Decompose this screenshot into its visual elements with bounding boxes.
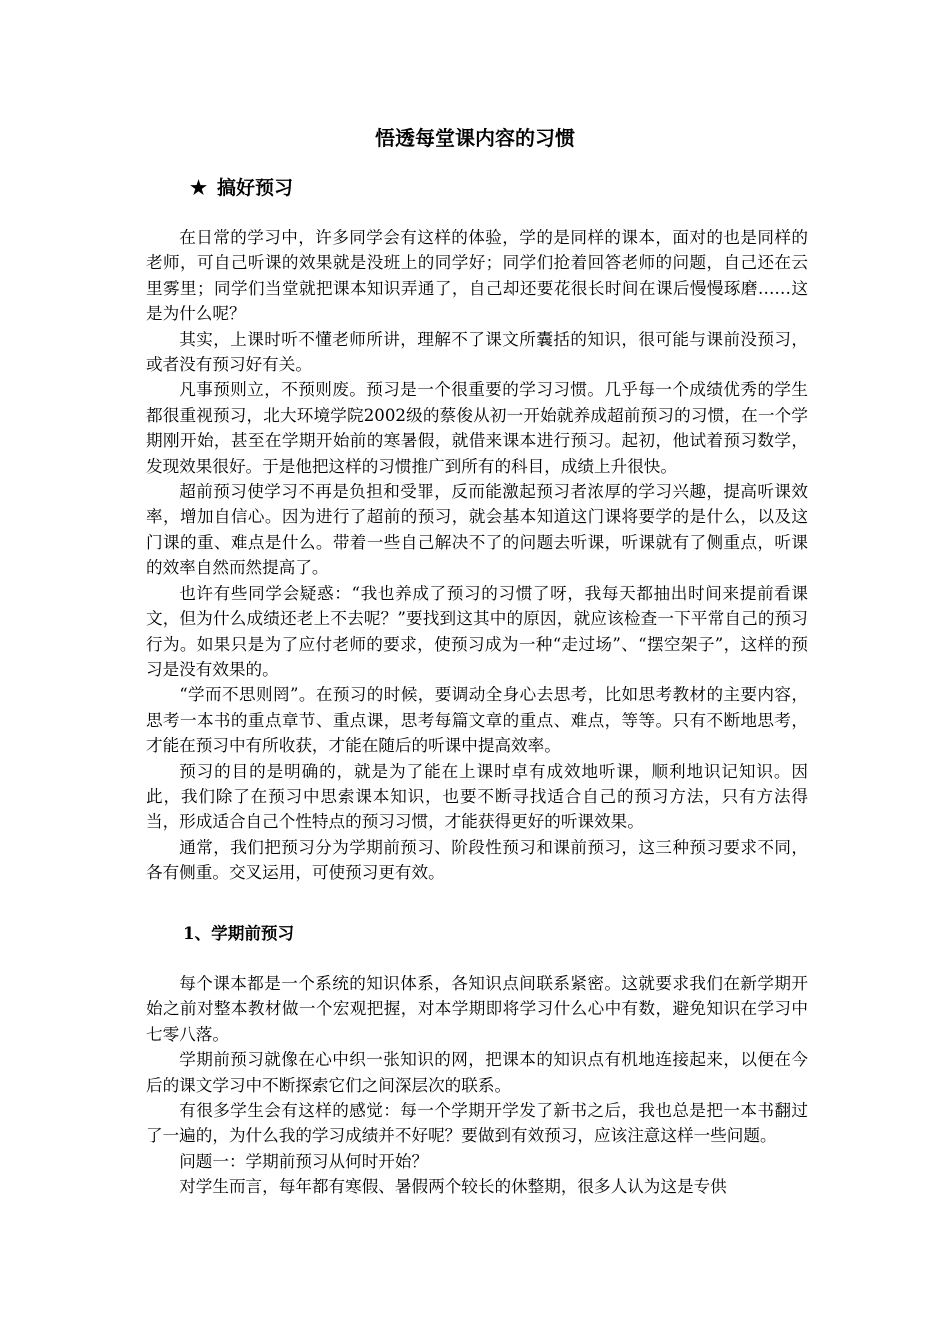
subsection-heading: 1、学期前预习 (183, 923, 295, 943)
paragraph: 通常，我们把预习分为学期前预习、阶段性预习和课前预习，这三种预习要求不同，各有侧重。交叉运用，可使预习更有效。 (146, 837, 808, 883)
paragraph: 也许有些同学会疑惑：“我也养成了预习的习惯了呀，我每天都抽出时间来提前看课文，但为什么成绩还老上不去呢？”要找到这其中的原因，就应该检查一下平常自己的预习行为。如果只是为了应付老师的要求，使预习成为一种“走过场”、“摆空架子”，这样的预习是没有效果的。 (146, 583, 808, 679)
paragraph: “学而不思则罔”。在预习的时候，要调动全身心去思考，比如思考教材的主要内容，思考一本书的重点章节、重点课，思考每篇文章的重点、难点，等等。只有不断地思考，才能在预习中有所收获，才能在随后的听课中提高效率。 (146, 685, 808, 756)
paragraph: 对学生而言，每年都有寒假、暑假两个较长的休整期，很多人认为这是专供 (179, 1177, 727, 1197)
paragraph: 凡事预则立，不预则废。预习是一个很重要的学习习惯。几乎每一个成绩优秀的学生都很重视预习，北大环境学院2002级的蔡俊从初一开始就养成超前预习的习惯，在一个学期刚开始，甚至在学期开始前的寒暑假，就借来课本进行预习。起初，他试着预习数学，发现效果很好。于是他把这样的习惯推广到所有的科目，成绩上升很快。 (146, 380, 808, 476)
paragraph: 其实，上课时听不懂老师所讲，理解不了课文所囊括的知识，很可能与课前没预习，或者没有预习好有关。 (146, 329, 808, 375)
subsection-text-block (146, 971, 808, 1200)
paragraph: 有很多学生会有这样的感觉：每一个学期开学发了新书之后，我也总是把一本书翻过了一遍的，为什么我的学习成绩并不好呢？要做到有效预习，应该注意这样一些问题。 (146, 1101, 808, 1146)
paragraph: 在日常的学习中，许多同学会有这样的体验，学的是同样的课本，面对的也是同样的老师，可自己听课的效果就是没班上的同学好；同学们抢着回答老师的问题，自己还在云里雾里；同学们当堂就把课本知识弄通了，自己却还要花很长时间在课后慢慢琢磨……这是为什么呢？ (146, 228, 808, 324)
document-title: 悟透每堂课内容的习惯 (375, 126, 575, 150)
star-icon: ★ (190, 177, 208, 199)
section-heading-label: 搞好预习 (217, 177, 294, 199)
intro-text-block (146, 225, 808, 886)
paragraph: 每个课本都是一个系统的知识体系，各知识点间联系紧密。这就要求我们在新学期开始之前对整本教材做一个宏观把握，对本学期即将学习什么心中有数，避免知识在学习中七零八落。 (146, 974, 808, 1044)
paragraph: 学期前预习就像在心中织一张知识的网，把课本的知识点有机地连接起来，以便在今后的课文学习中不断探索它们之间深层次的联系。 (146, 1050, 808, 1095)
paragraph: 问题一：学期前预习从何时开始？ (179, 1151, 429, 1171)
paragraph: 超前预习使学习不再是负担和受罪，反而能激起预习者浓厚的学习兴趣，提高听课效率，增加自信心。因为进行了超前的预习，就会基本知道这门课将要学的是什么，以及这门课的重、难点是什么。带着一些自己解决不了的问题去听课，听课就有了侧重点，听课的效率自然而然提高了。 (146, 482, 808, 578)
paragraph: 预习的目的是明确的，就是为了能在上课时卓有成效地听课，顺利地识记知识。因此，我们除了在预习中思索课本知识，也要不断寻找适合自己的预习方法，只有方法得当，形成适合自己个性特点的预习习惯，才能获得更好的听课效果。 (146, 761, 808, 832)
section-heading (190, 174, 293, 202)
